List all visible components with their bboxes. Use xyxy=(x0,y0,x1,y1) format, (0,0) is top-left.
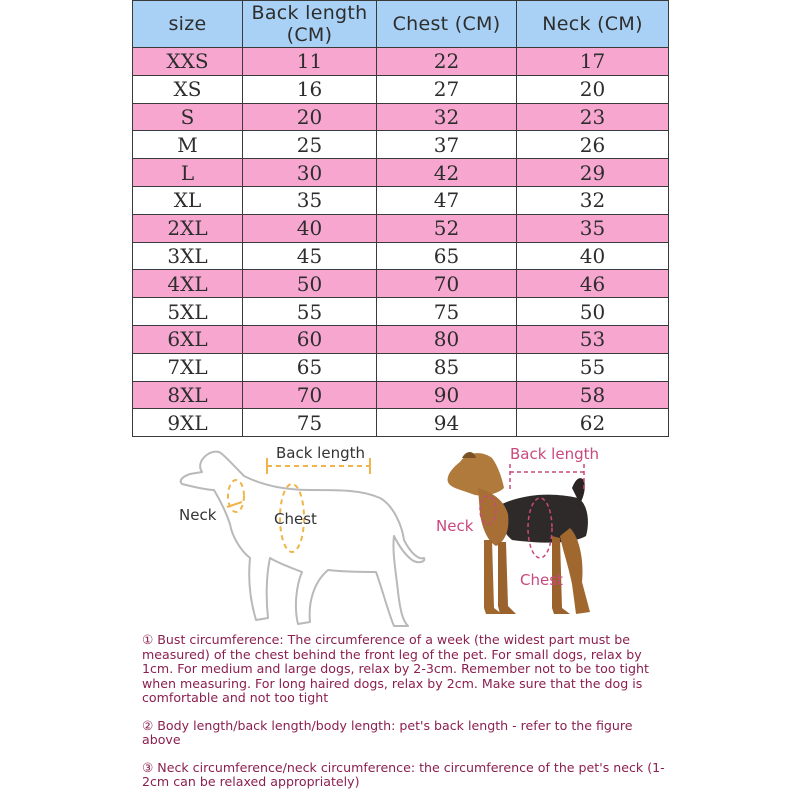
cell-back-length: 11 xyxy=(243,48,377,76)
left-chest-label: Chest xyxy=(274,510,317,528)
cell-back-length: 40 xyxy=(243,214,377,242)
cell-size: L xyxy=(133,159,243,187)
cell-back-length: 30 xyxy=(243,159,377,187)
cell-neck: 62 xyxy=(517,409,669,437)
cell-back-length: 45 xyxy=(243,242,377,270)
cell-size: 4XL xyxy=(133,270,243,298)
cell-chest: 32 xyxy=(377,103,517,131)
right-neck-label: Neck xyxy=(436,517,474,535)
table-row xyxy=(133,131,669,159)
note-back-length: ② Body length/back length/body length: pet's back length - refer to the figure above xyxy=(142,717,633,747)
cell-neck: 17 xyxy=(517,48,669,76)
cell-size: XS xyxy=(133,75,243,103)
table-row xyxy=(133,353,669,381)
table-row xyxy=(133,214,669,242)
cell-back-length: 65 xyxy=(243,353,377,381)
table-row xyxy=(133,270,669,298)
cell-size: 9XL xyxy=(133,409,243,437)
cell-chest: 37 xyxy=(377,131,517,159)
cell-size: 8XL xyxy=(133,381,243,409)
cell-chest: 42 xyxy=(377,159,517,187)
cell-neck: 58 xyxy=(517,381,669,409)
table-row xyxy=(133,75,669,103)
measurement-diagram xyxy=(132,432,668,632)
right-back-length-label: Back length xyxy=(510,445,599,463)
cell-chest: 90 xyxy=(377,381,517,409)
header-neck: Neck (CM) xyxy=(517,1,669,48)
cell-back-length: 60 xyxy=(243,325,377,353)
cell-neck: 29 xyxy=(517,159,669,187)
cell-size: XL xyxy=(133,186,243,214)
cell-neck: 20 xyxy=(517,75,669,103)
cell-chest: 75 xyxy=(377,298,517,326)
cell-chest: 65 xyxy=(377,242,517,270)
cell-size: 6XL xyxy=(133,325,243,353)
cell-neck: 40 xyxy=(517,242,669,270)
note-neck: ③ Neck circumference/neck circumference: the circumference of the pet's neck (1-2cm can be relaxed appropriately) xyxy=(142,759,665,789)
left-neck-label: Neck xyxy=(179,506,217,524)
cell-chest: 85 xyxy=(377,353,517,381)
cell-neck: 55 xyxy=(517,353,669,381)
table-row xyxy=(133,325,669,353)
cell-back-length: 50 xyxy=(243,270,377,298)
cell-back-length: 20 xyxy=(243,103,377,131)
cell-neck: 53 xyxy=(517,325,669,353)
cell-size: M xyxy=(133,131,243,159)
header-back-length: Back length (CM) xyxy=(243,1,377,48)
cell-chest: 80 xyxy=(377,325,517,353)
cell-neck: 35 xyxy=(517,214,669,242)
cell-back-length: 55 xyxy=(243,298,377,326)
cell-back-length: 75 xyxy=(243,409,377,437)
table-row xyxy=(133,103,669,131)
cell-neck: 46 xyxy=(517,270,669,298)
cell-size: 7XL xyxy=(133,353,243,381)
cell-neck: 26 xyxy=(517,131,669,159)
right-chest-label: Chest xyxy=(520,571,563,589)
table-row xyxy=(133,186,669,214)
cell-back-length: 70 xyxy=(243,381,377,409)
table-row xyxy=(133,159,669,187)
table-row xyxy=(133,381,669,409)
neck-marker xyxy=(228,480,244,512)
table-header-row xyxy=(133,1,669,48)
cell-size: 2XL xyxy=(133,214,243,242)
left-back-length-label: Back length xyxy=(276,444,365,462)
table-row xyxy=(133,242,669,270)
header-chest: Chest (CM) xyxy=(377,1,517,48)
cell-back-length: 25 xyxy=(243,131,377,159)
cell-chest: 27 xyxy=(377,75,517,103)
cell-size: 3XL xyxy=(133,242,243,270)
cell-size: XXS xyxy=(133,48,243,76)
cell-chest: 22 xyxy=(377,48,517,76)
table-row xyxy=(133,298,669,326)
size-chart-table xyxy=(132,0,669,437)
cell-neck: 23 xyxy=(517,103,669,131)
cell-back-length: 35 xyxy=(243,186,377,214)
measurement-notes xyxy=(142,633,672,803)
cell-size: 5XL xyxy=(133,298,243,326)
cell-chest: 70 xyxy=(377,270,517,298)
cell-chest: 94 xyxy=(377,409,517,437)
table-row xyxy=(133,48,669,76)
cell-chest: 52 xyxy=(377,214,517,242)
cell-back-length: 16 xyxy=(243,75,377,103)
cell-neck: 50 xyxy=(517,298,669,326)
cell-chest: 47 xyxy=(377,186,517,214)
note-bust: ① Bust circumference: The circumference of a week (the widest part must be measured) of the chest behind the front leg of the pet. For small dogs, relax by 1cm. For medium and large dogs, relax by 2-3cm. Remember not to be too tight when measuring. For long haired dogs, relax by 2cm. Make sure that the dog is comfortable and not too tight xyxy=(142,632,649,705)
header-size: size xyxy=(133,1,243,48)
cell-size: S xyxy=(133,103,243,131)
cell-neck: 32 xyxy=(517,186,669,214)
